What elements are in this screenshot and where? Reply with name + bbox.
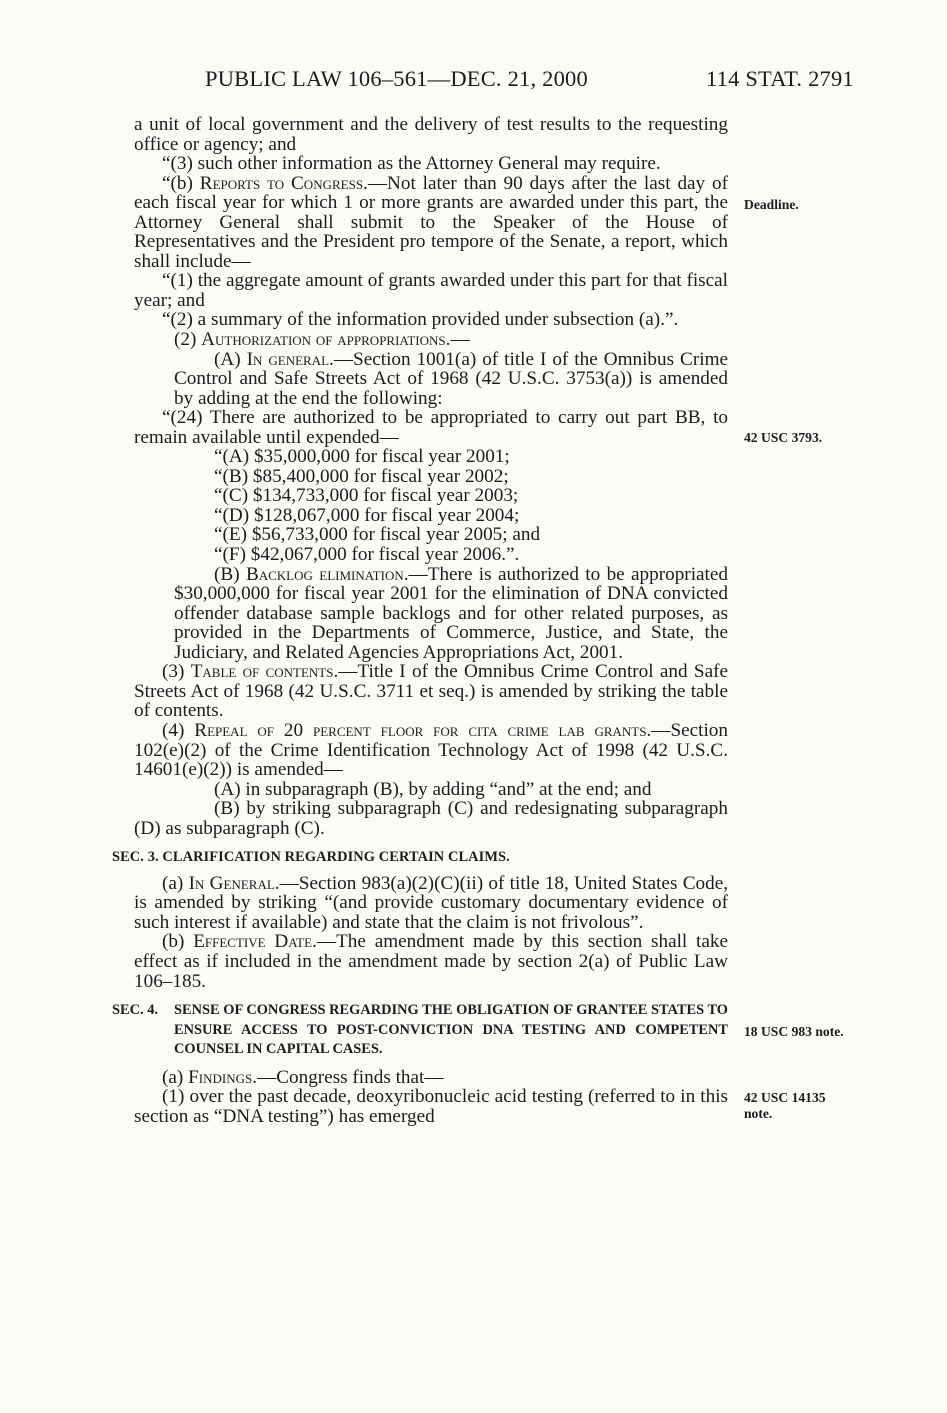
- para-text: —Section 102(e)(2) of the Crime Identification Technology Act of 1998 (42 U.S.C. 14601(e)(2)) is amended—: [134, 719, 728, 781]
- para-text: —Title I of the Omnibus Crime Control and Safe Streets Act of 1968 (42 U.S.C. 3711 et seq.) is amended by striking the table of contents.: [134, 661, 729, 722]
- margin-note-deadline: Deadline.: [744, 197, 799, 212]
- para-text: —: [450, 329, 470, 351]
- heading-small-caps: Table of contents.: [190, 661, 339, 683]
- paragraph: [134, 565, 728, 663]
- para-label: (2): [174, 329, 202, 351]
- list-item: “(C) $134,733,000 for fiscal year 2003;: [214, 485, 519, 507]
- heading-small-caps: Authorization of appropriations.: [201, 329, 451, 351]
- section-heading: SEC. 3. CLARIFICATION REGARDING CERTAIN CLAIMS.: [112, 849, 510, 866]
- list-item: “(E) $56,733,000 for fiscal year 2005; and: [214, 524, 541, 546]
- para-label: (a): [162, 1066, 189, 1088]
- margin-note-line: note.: [744, 1106, 773, 1121]
- section-number: SEC. 4.: [112, 1002, 158, 1019]
- paragraph: (A) in subparagraph (B), by adding “and” at the end; and: [214, 778, 652, 800]
- paragraph: [134, 874, 728, 933]
- header-page-number: 114 STAT. 2791: [706, 66, 854, 91]
- list-item: “(D) $128,067,000 for fiscal year 2004;: [214, 504, 520, 526]
- para-label: “(b): [162, 172, 200, 194]
- paragraph: [134, 932, 728, 991]
- para-text: —The amendment made by this section shall take effect as if included in the amendment made by section 2(a) of Public Law 106–185.: [134, 931, 729, 992]
- running-header: [0, 66, 947, 96]
- heading-small-caps: Reports to Congress.: [199, 172, 368, 194]
- heading-small-caps: Repeal of 20 percent floor for cita crime lab grants.: [194, 719, 652, 741]
- para-label: (3): [162, 661, 191, 683]
- list-item: “(B) $85,400,000 for fiscal year 2002;: [214, 465, 509, 487]
- paragraph: [134, 330, 728, 350]
- para-text: —There is authorized to be appropriated $30,000,000 for fiscal year 2001 for the elimination of DNA convicted offender database sample backlogs and for other related purposes, as provided in the Departments of Commerce, Justice, and State, the Judiciary, and Related Agencies Appropriations Act, 2001.: [174, 563, 728, 663]
- para-label: (b): [162, 931, 194, 953]
- margin-note-line: 42 USC 14135: [744, 1090, 826, 1105]
- margin-note-usc-3793: 42 USC 3793.: [744, 430, 823, 445]
- paragraph: “(24) There are authorized to be appropriated to carry out part BB, to remain available until expended—: [134, 407, 728, 448]
- paragraph: “(1) the aggregate amount of grants awarded under this part for that fiscal year; and: [134, 270, 728, 311]
- paragraph: “(3) such other information as the Attorney General may require.: [162, 153, 661, 175]
- section-title: SENSE OF CONGRESS REGARDING THE OBLIGATION OF GRANTEE STATES TO ENSURE ACCESS TO POST-CONVICTION DNA TESTING AND COMPETENT COUNSEL IN CAPITAL CASES.: [174, 1002, 728, 1058]
- heading-small-caps: In General.: [188, 872, 280, 894]
- para-label: (A): [214, 348, 247, 370]
- margin-note-usc-14135: [744, 1090, 826, 1122]
- paragraph: [134, 350, 728, 409]
- paragraph: (1) over the past decade, deoxyribonucleic acid testing (referred to in this section as “DNA testing”) has emerged: [134, 1086, 728, 1127]
- list-item: “(F) $42,067,000 for fiscal year 2006.”.: [214, 544, 520, 566]
- para-text: —Congress finds that—: [257, 1066, 444, 1088]
- body-text: [112, 114, 729, 1127]
- paragraph: [134, 662, 728, 721]
- paragraph: [134, 1068, 728, 1088]
- para-label: (a): [162, 872, 189, 894]
- paragraph: a unit of local government and the delivery of test results to the requesting office or agency; and: [134, 114, 728, 155]
- paragraph: [134, 721, 728, 780]
- para-label: (4): [162, 719, 195, 741]
- section-heading: [112, 1001, 728, 1060]
- heading-small-caps: Backlog elimination.: [245, 563, 409, 585]
- para-text: —Section 983(a)(2)(C)(ii) of title 18, United States Code, is amended by striking “(and provide customary documentary evidence of such interest if available) and state that the claim is not frivolous”.: [134, 872, 729, 933]
- para-text: —Not later than 90 days after the last day of each fiscal year for which 1 or more grants are awarded under this part, the Attorney General shall submit to the Speaker of the House of Representatives and the President pro tempore of the Senate, a report, which shall include—: [134, 172, 728, 272]
- para-text: —Section 1001(a) of title I of the Omnibus Crime Control and Safe Streets Act of 1968 (42 U.S.C. 3753(a)) is amended by adding at the end the following:: [174, 348, 729, 409]
- margin-note-usc-983: 18 USC 983 note.: [744, 1024, 844, 1039]
- list-item: “(A) $35,000,000 for fiscal year 2001;: [214, 446, 510, 468]
- paragraph: [134, 174, 728, 272]
- header-title: PUBLIC LAW 106–561—DEC. 21, 2000: [205, 66, 588, 91]
- para-label: (B): [214, 563, 246, 585]
- paragraph: “(2) a summary of the information provided under subsection (a).”.: [162, 309, 679, 331]
- heading-small-caps: Findings.: [188, 1066, 258, 1088]
- heading-small-caps: In general.: [246, 348, 334, 370]
- paragraph: (B) by striking subparagraph (C) and redesignating subparagraph (D) as subparagraph (C).: [134, 798, 728, 839]
- heading-small-caps: Effective Date.: [193, 931, 317, 953]
